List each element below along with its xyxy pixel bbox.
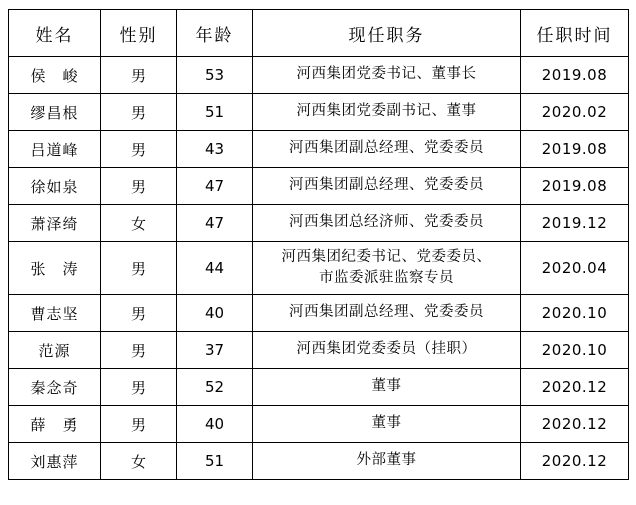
cell-gender: 男 — [101, 332, 177, 369]
column-header-date: 任职时间 — [521, 10, 629, 57]
cell-post-line: 河西集团副总经理、党委委员 — [289, 304, 484, 321]
cell-date: 2019.08 — [521, 57, 629, 94]
cell-age: 43 — [177, 131, 253, 168]
personnel-roster-table — [8, 9, 629, 480]
cell-gender: 女 — [101, 443, 177, 480]
cell-post — [253, 369, 521, 406]
cell-name: 曹志坚 — [9, 295, 101, 332]
cell-date: 2019.08 — [521, 168, 629, 205]
column-header-post: 现任职务 — [253, 10, 521, 57]
table-row — [9, 131, 629, 168]
cell-post-line: 河西集团纪委书记、党委委员、 — [281, 248, 492, 265]
cell-post-line: 河西集团党委委员（挂职） — [296, 341, 477, 358]
cell-age: 37 — [177, 332, 253, 369]
cell-name: 范源 — [9, 332, 101, 369]
cell-gender: 女 — [101, 205, 177, 242]
cell-gender: 男 — [101, 242, 177, 295]
cell-name: 刘惠萍 — [9, 443, 101, 480]
cell-date: 2020.04 — [521, 242, 629, 295]
cell-name: 薛 勇 — [9, 406, 101, 443]
column-header-age: 年龄 — [177, 10, 253, 57]
cell-post-line: 河西集团副总经理、党委委员 — [289, 140, 484, 157]
cell-date: 2020.02 — [521, 94, 629, 131]
cell-age: 52 — [177, 369, 253, 406]
cell-date: 2019.08 — [521, 131, 629, 168]
cell-post-line: 市监委派驻监察专员 — [319, 270, 454, 286]
cell-age: 40 — [177, 295, 253, 332]
cell-post — [253, 295, 521, 332]
cell-post-line: 河西集团副总经理、党委委员 — [289, 177, 484, 194]
cell-date: 2020.10 — [521, 295, 629, 332]
cell-post — [253, 168, 521, 205]
cell-date: 2019.12 — [521, 205, 629, 242]
cell-name: 萧泽绮 — [9, 205, 101, 242]
cell-post — [253, 332, 521, 369]
cell-post-line: 河西集团党委书记、董事长 — [296, 66, 477, 83]
cell-age: 47 — [177, 205, 253, 242]
table-header-row — [9, 10, 629, 57]
table-row — [9, 443, 629, 480]
cell-post — [253, 406, 521, 443]
table-header — [9, 10, 629, 57]
cell-age: 51 — [177, 443, 253, 480]
cell-age: 53 — [177, 57, 253, 94]
cell-gender: 男 — [101, 131, 177, 168]
cell-gender: 男 — [101, 406, 177, 443]
cell-name: 秦念奇 — [9, 369, 101, 406]
table-row — [9, 242, 629, 295]
cell-post — [253, 94, 521, 131]
cell-post — [253, 242, 521, 295]
table-row — [9, 57, 629, 94]
cell-gender: 男 — [101, 295, 177, 332]
cell-post — [253, 131, 521, 168]
cell-gender: 男 — [101, 369, 177, 406]
cell-gender: 男 — [101, 168, 177, 205]
table-row — [9, 406, 629, 443]
cell-age: 51 — [177, 94, 253, 131]
cell-post — [253, 57, 521, 94]
table-row — [9, 369, 629, 406]
cell-name: 侯 峻 — [9, 57, 101, 94]
cell-post-line: 外部董事 — [356, 452, 417, 469]
cell-date: 2020.12 — [521, 369, 629, 406]
cell-age: 40 — [177, 406, 253, 443]
cell-post-line: 董事 — [371, 415, 402, 432]
cell-post — [253, 205, 521, 242]
cell-name: 徐如泉 — [9, 168, 101, 205]
cell-name: 吕道峰 — [9, 131, 101, 168]
table-body — [9, 57, 629, 480]
table-row — [9, 295, 629, 332]
cell-post — [253, 443, 521, 480]
cell-post-line: 河西集团总经济师、党委委员 — [289, 214, 484, 231]
table-row — [9, 168, 629, 205]
cell-gender: 男 — [101, 94, 177, 131]
table-row — [9, 94, 629, 131]
column-header-name: 姓名 — [9, 10, 101, 57]
cell-date: 2020.10 — [521, 332, 629, 369]
table-row — [9, 205, 629, 242]
column-header-gender: 性别 — [101, 10, 177, 57]
cell-age: 47 — [177, 168, 253, 205]
cell-post-line: 董事 — [371, 378, 402, 395]
table-row — [9, 332, 629, 369]
cell-name: 张 涛 — [9, 242, 101, 295]
cell-gender: 男 — [101, 57, 177, 94]
cell-post-line: 河西集团党委副书记、董事 — [296, 103, 477, 120]
cell-name: 缪昌根 — [9, 94, 101, 131]
cell-age: 44 — [177, 242, 253, 295]
cell-date: 2020.12 — [521, 443, 629, 480]
cell-date: 2020.12 — [521, 406, 629, 443]
